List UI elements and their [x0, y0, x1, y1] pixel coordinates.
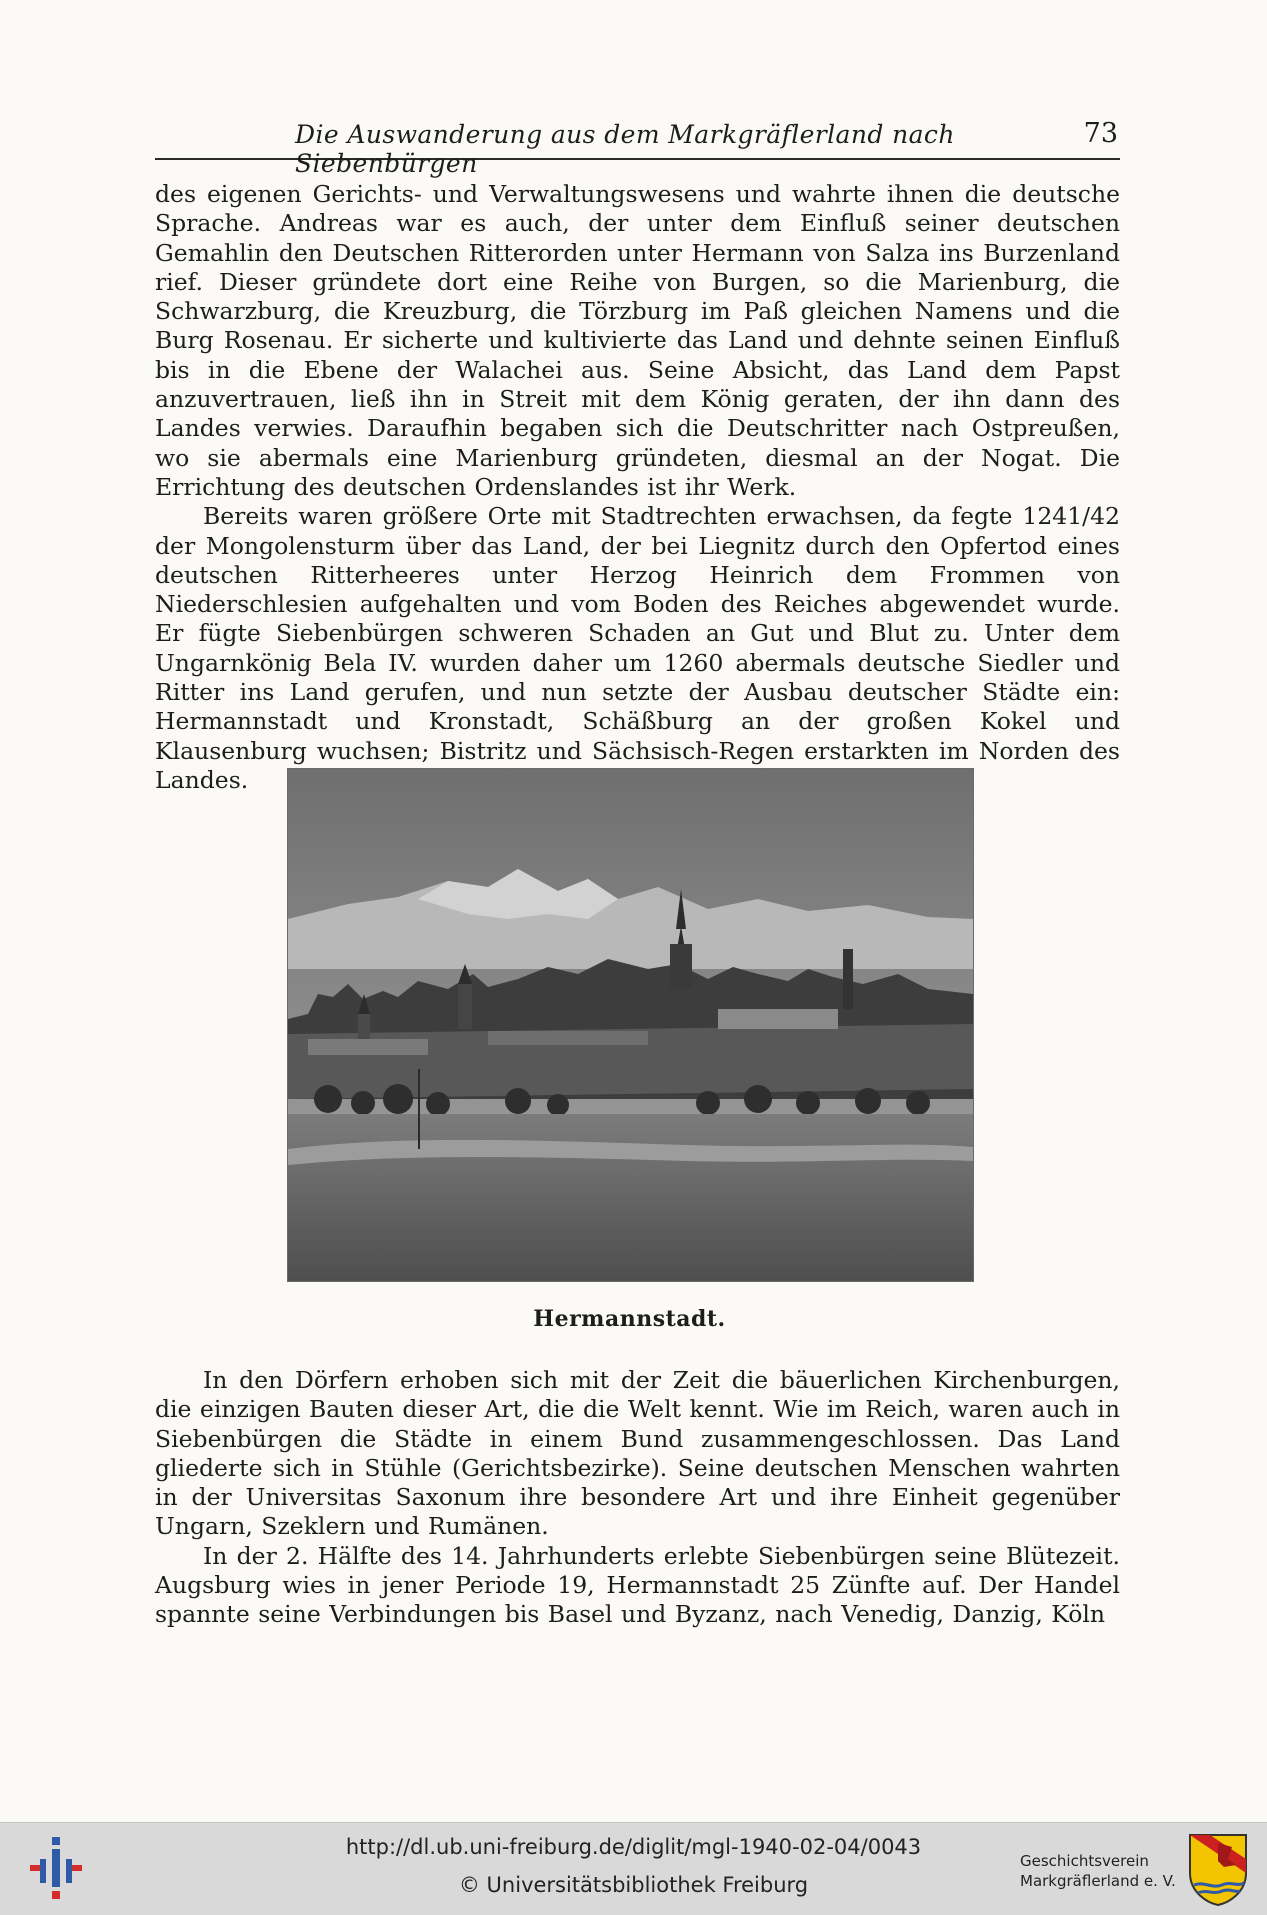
- hermannstadt-panorama: [288, 769, 973, 1281]
- paragraph: Bereits waren größere Orte mit Stadtrechten erwachsen, da fegte 1241/42 der Mongolensturm über das Land, der bei Liegnitz durch den Opfertod eines deutschen Ritterheeres unter Herzog Heinrich dem Frommen von Niederschlesien aufgehalten und vom Boden des Reiches abgewendet wurde. Er fügte Siebenbürgen schweren Schaden an Gut und Blut zu. Unter dem Ungarnkönig Bela IV. wurden daher um 1260 abermals deutsche Siedler und Ritter ins Land gerufen, und nun setzte der Ausbau deutscher Städte ein: Hermannstadt und Kronstadt, Schäßburg an der großen Kokel und Klausenburg wuchsen; Bistritz und Sächsisch-Regen erstarkten im Norden des Landes.: [155, 502, 1120, 794]
- city-photograph: [287, 768, 974, 1282]
- body-text-bottom: [155, 1366, 1120, 1630]
- viewer-footer: [0, 1822, 1267, 1915]
- running-title: Die Auswanderung aus dem Markgräflerland nach Siebenbürgen: [295, 120, 955, 178]
- coat-of-arms-icon[interactable]: [1188, 1833, 1248, 1907]
- society-name: [1020, 1851, 1180, 1891]
- running-head: [155, 118, 1120, 178]
- society-line: Geschichtsverein: [1020, 1852, 1149, 1870]
- permalink-url[interactable]: http://dl.ub.uni-freiburg.de/diglit/mgl-1940-02-04/0043: [345, 1835, 922, 1859]
- paragraph: In den Dörfern erhoben sich mit der Zeit die bäuerlichen Kirchenburgen, die einzigen Bauten dieser Art, die die Welt kennt. Wie im Reich, waren auch in Siebenbürgen die Städte in einem Bund zusammengeschlossen. Das Land gliederte sich in Stühle (Gerichtsbezirke). Seine deutschen Menschen wahrten in der Universitas Saxonum ihre besondere Art und ihre Einheit gegenüber Ungarn, Szeklern und Rumänen.: [155, 1366, 1120, 1541]
- figure-caption: Hermannstadt.: [533, 1306, 726, 1332]
- paragraph: In der 2. Hälfte des 14. Jahrhunderts erlebte Siebenbürgen seine Blütezeit. Augsburg wies in jener Periode 19, Hermannstadt 25 Zünfte auf. Der Handel spannte seine Verbindungen bis Basel und Byzanz, nach Venedig, Danzig, Köln: [155, 1541, 1120, 1629]
- copyright-notice: © Universitätsbibliothek Freiburg: [458, 1873, 809, 1897]
- society-line: Markgräflerland e. V.: [1020, 1872, 1176, 1890]
- paragraph: des eigenen Gerichts- und Verwaltungswesens und wahrte ihnen die deutsche Sprache. Andreas war es auch, der unter dem Einfluß seiner deutschen Gemahlin den Deutschen Ritterorden unter Hermann von Salza ins Burzenland rief. Dieser gründete dort eine Reihe von Burgen, so die Marienburg, die Schwarzburg, die Kreuzburg, die Törzburg im Paß gleichen Namens und die Burg Rosenau. Er sicherte und kultivierte das Land und dehnte seinen Einfluß bis in die Ebene der Walachei aus. Seine Absicht, das Land dem Papst anzuvertrauen, ließ ihn in Streit mit dem König geraten, der ihn dann des Landes verwies. Daraufhin begaben sich die Deutschritter nach Ostpreußen, wo sie abermals eine Marienburg gründeten, diesmal an der Nogat. Die Errichtung des deutschen Ordenslandes ist ihr Werk.: [155, 180, 1120, 501]
- page-number: 73: [1083, 118, 1118, 149]
- body-text-top: [155, 180, 1120, 795]
